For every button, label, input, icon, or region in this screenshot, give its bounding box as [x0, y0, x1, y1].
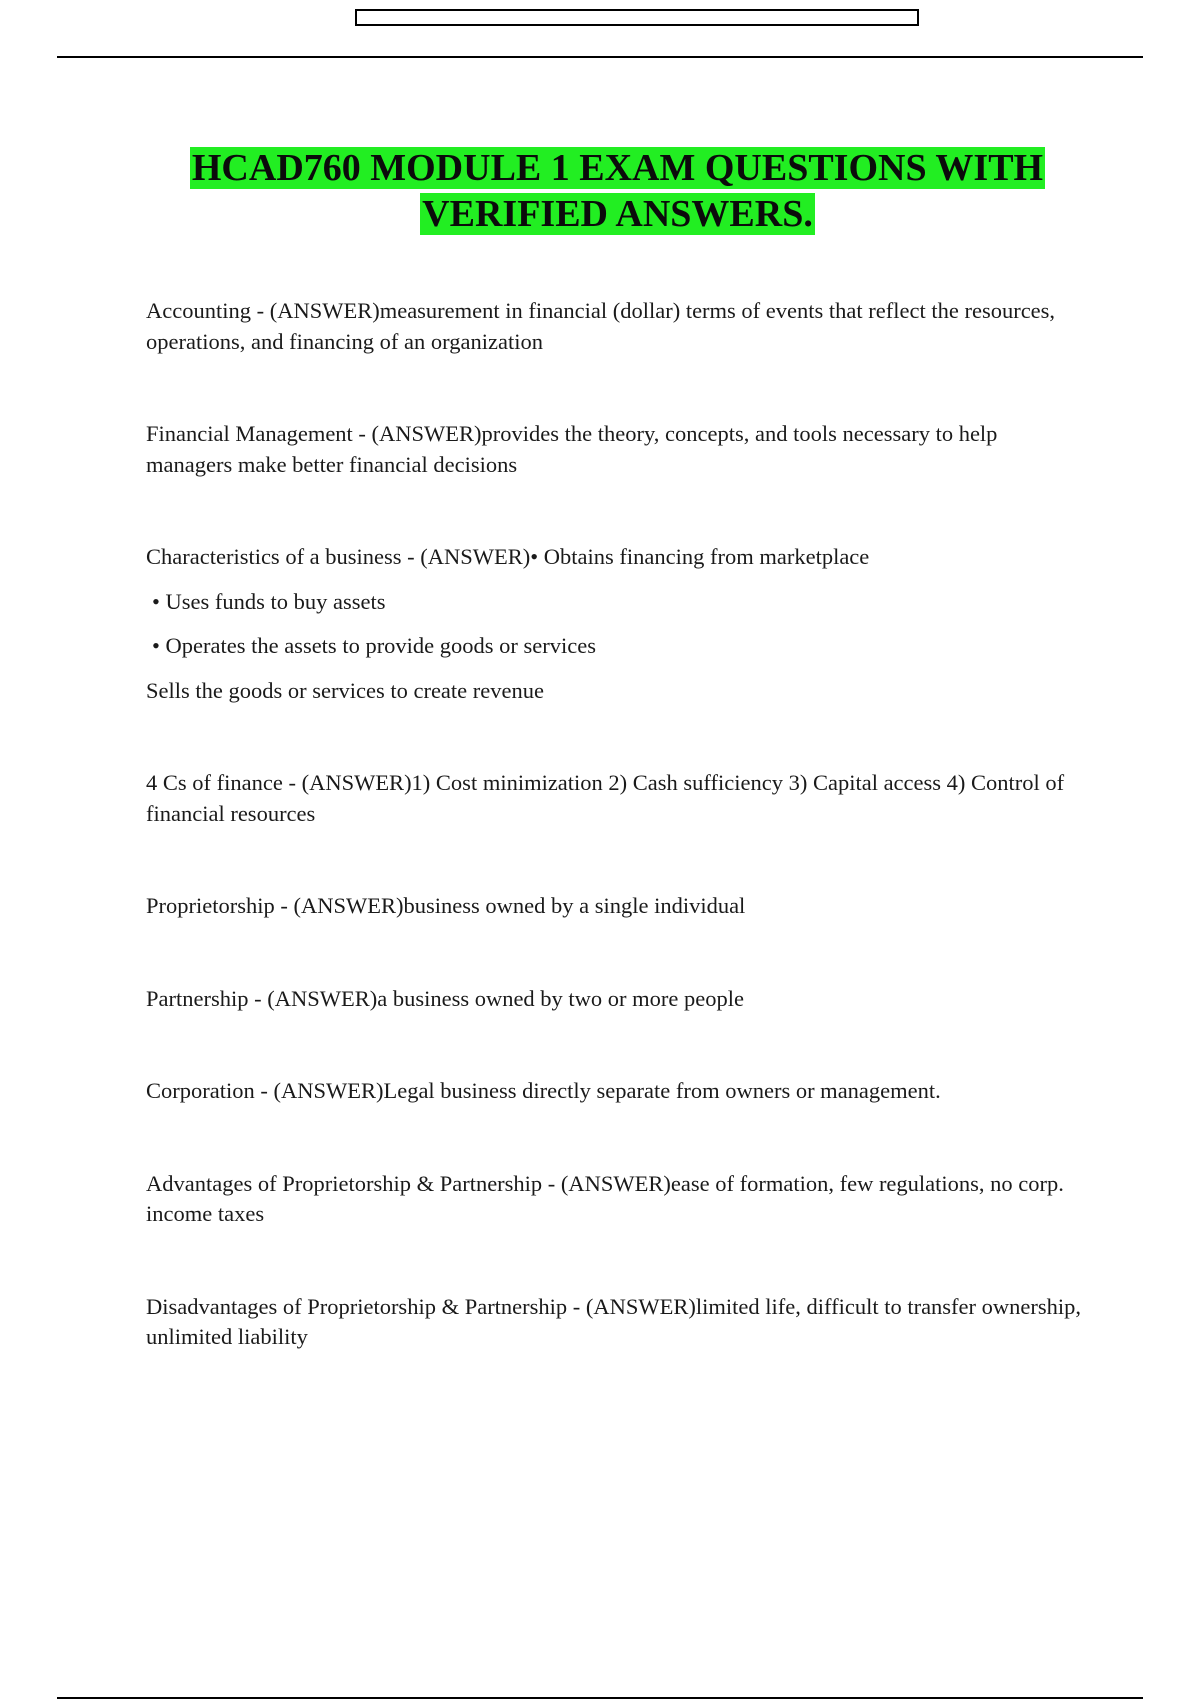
- qa-entry-text: Advantages of Proprietorship & Partnership - (ANSWER)ease of formation, few regulations, no corp. income taxes: [146, 1170, 1064, 1226]
- qa-entry: [146, 768, 1086, 829]
- title-line-1: HCAD760 MODULE 1 EXAM QUESTIONS WITH: [191, 147, 1044, 189]
- title-line-2: VERIFIED ANSWERS.: [422, 193, 813, 235]
- qa-entry-text: Characteristics of a business - (ANSWER)• Obtains financing from marketplace: [146, 544, 870, 569]
- qa-entry-text: Disadvantages of Proprietorship & Partnership - (ANSWER)limited life, difficult to transfer ownership, unlimited liability: [146, 1293, 1082, 1349]
- qa-entry: [146, 296, 1086, 357]
- qa-entry: [146, 542, 1086, 706]
- qa-entry-text: Financial Management - (ANSWER)provides the theory, concepts, and tools necessary to help managers make better financial decisions: [146, 421, 998, 477]
- document-title: [0, 145, 1200, 237]
- qa-entry: [146, 419, 1086, 480]
- qa-entry-text: Partnership - (ANSWER)a business owned by two or more people: [146, 985, 745, 1011]
- qa-entry: [146, 891, 1086, 922]
- qa-entry-text: Corporation - (ANSWER)Legal business directly separate from owners or management.: [146, 1078, 941, 1103]
- header-box: [355, 9, 919, 26]
- qa-entry-text: 4 Cs of finance - (ANSWER)1) Cost minimization 2) Cash sufficiency 3) Capital access 4) Control of financial resources: [146, 770, 1065, 826]
- qa-entry: [146, 984, 1086, 1015]
- qa-entry-line: • Operates the assets to provide goods or services: [152, 633, 597, 658]
- qa-list: [146, 296, 1086, 1353]
- qa-entry-text: Proprietorship - (ANSWER)business owned by a single individual: [146, 893, 746, 918]
- qa-entry: [146, 1076, 1086, 1107]
- qa-entry: [146, 1169, 1086, 1230]
- qa-entry: [146, 1292, 1086, 1353]
- qa-entry-line: Sells the goods or services to create revenue: [146, 677, 544, 703]
- qa-entry-text: Accounting - (ANSWER)measurement in financial (dollar) terms of events that reflect the resources, operations, and financing of an organization: [146, 298, 1056, 354]
- header-rule: [57, 56, 1143, 58]
- footer-rule: [57, 1697, 1143, 1699]
- qa-entry-line: • Uses funds to buy assets: [152, 588, 386, 614]
